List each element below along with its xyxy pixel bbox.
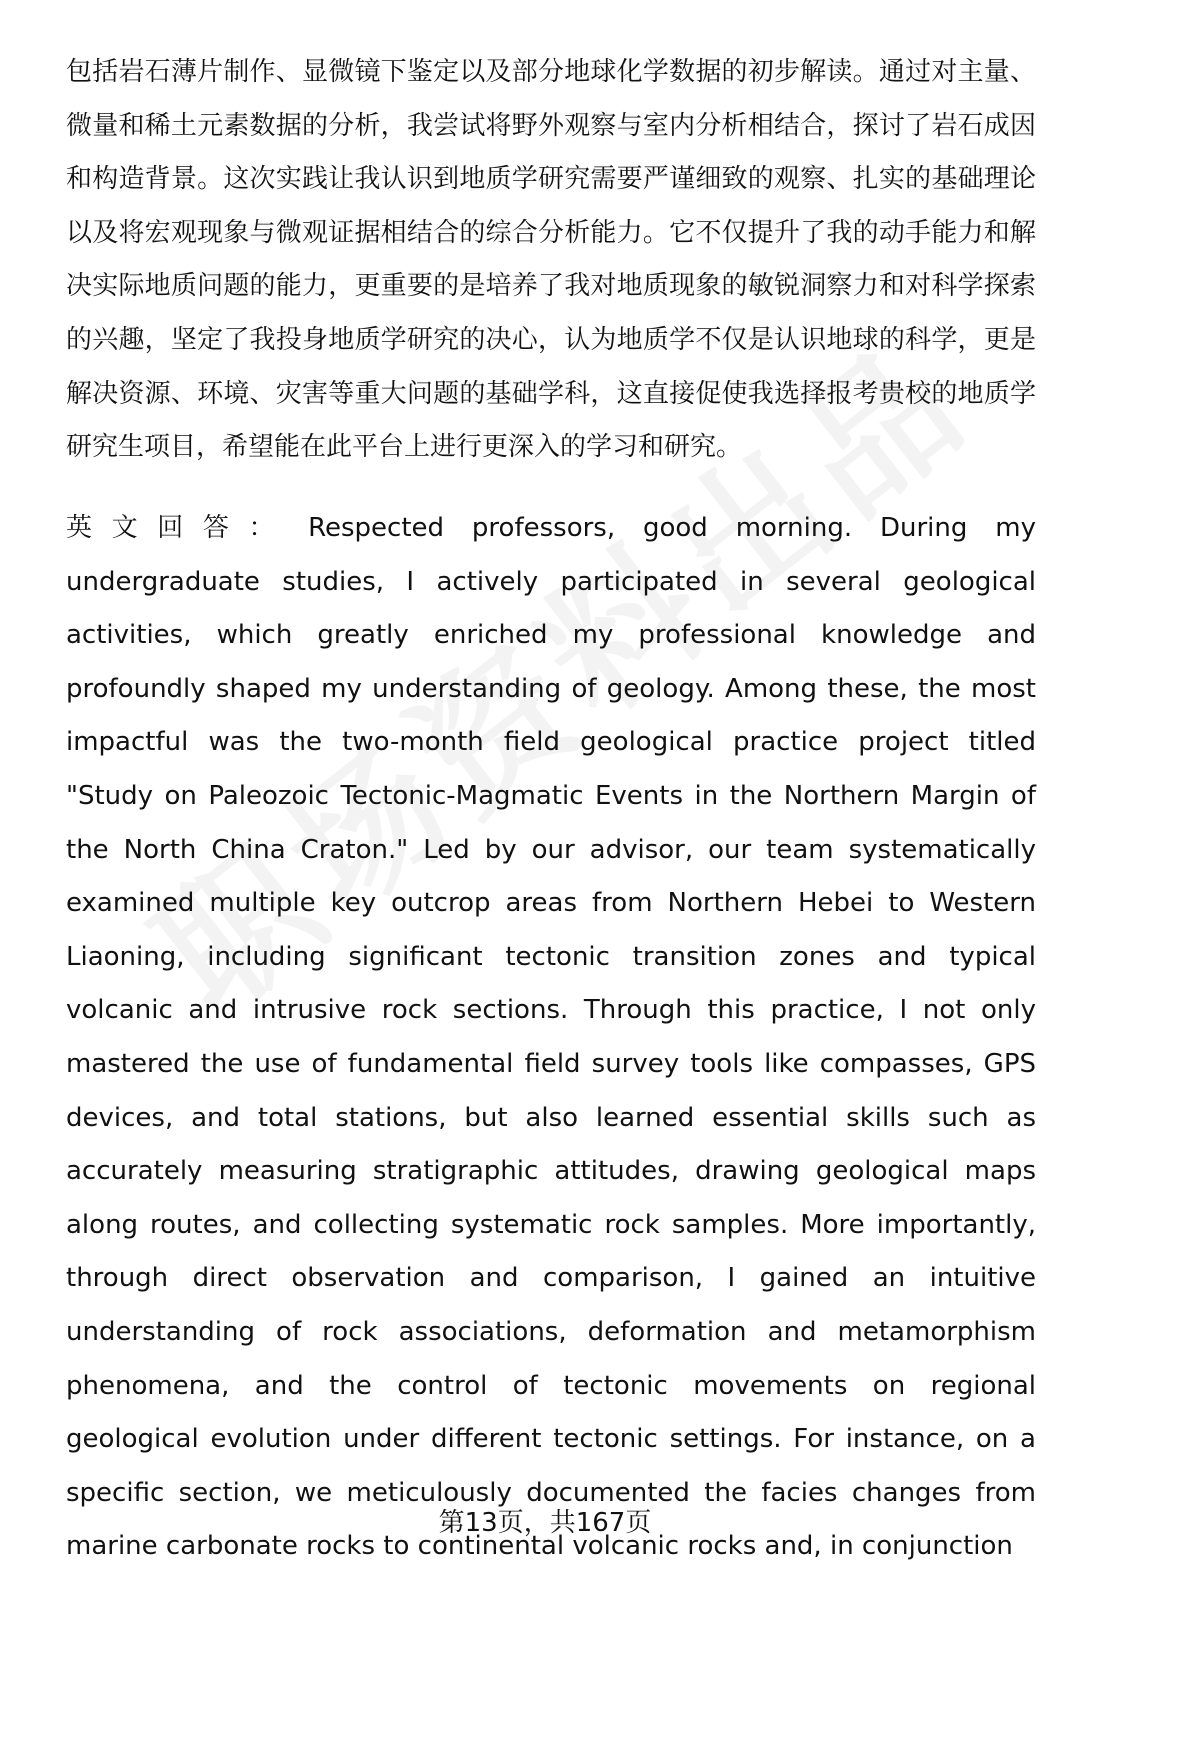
english-answer-text: Respected professors, good morning. During my undergraduate studies, I actively participated in several geological activities, which greatly enriched my professional knowledge and profoundly shaped my understanding of geology. Among these, the most impactful was the two-month field geological practice project titled "Study on Paleozoic Tectonic-Magmatic Events in the Northern Margin of the North China Craton." Led by our advisor, our team systematically examined multiple key outcrop areas from Northern Hebei to Western Liaoning, including significant tectonic transition zones and typical volcanic and intrusive rock sections. Through this practice, I not only mastered the use of fundamental field survey tools like compasses, GPS devices, and total stations, but also learned essential skills such as accurately measuring stratigraphic attitudes, drawing geological maps along routes, and collecting systematic rock samples. More importantly, through direct observation and comparison, I gained an intuitive understanding of rock associations, deformation and metamorphism phenomena, and the control of tectonic movements on regional geological evolution under different tectonic settings. For instance, on a specific section, we meticulously documented the facies changes from marine carbonate rocks to continental volcanic rocks and, in conjunction	[66, 513, 1036, 1562]
page-number: 第13页，共167页	[438, 1508, 652, 1538]
chinese-paragraph: 包括岩石薄片制作、显微镜下鉴定以及部分地球化学数据的初步解读。通过对主量、微量和稀土元素数据的分析，我尝试将野外观察与室内分析相结合，探讨了岩石成因和构造背景。这次实践让我认识到地质学研究需要严谨细致的观察、扎实的基础理论以及将宏观现象与微观证据相结合的综合分析能力。它不仅提升了我的动手能力和解决实际地质问题的能力，更重要的是培养了我对地质现象的敏锐洞察力和对科学探索的兴趣，坚定了我投身地质学研究的决心，认为地质学不仅是认识地球的科学，更是解决资源、环境、灾害等重大问题的基础学科，这直接促使我选择报考贵校的地质学研究生项目，希望能在此平台上进行更深入的学习和研究。	[66, 57, 1036, 463]
english-answer-label: 英文回答：	[66, 513, 295, 543]
english-answer-paragraph	[66, 502, 1036, 1574]
